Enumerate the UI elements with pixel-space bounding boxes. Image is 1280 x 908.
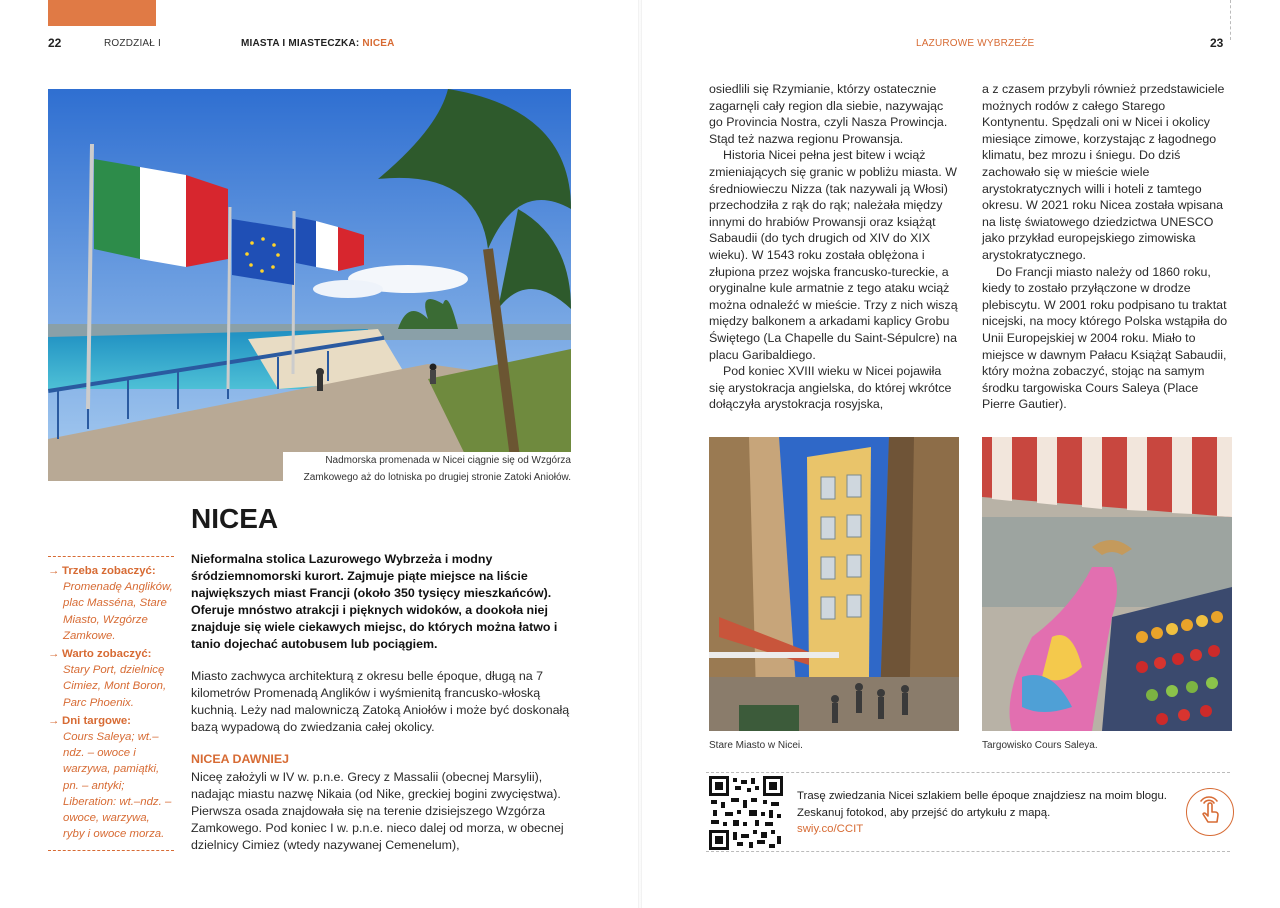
arrow-right-icon: →	[48, 714, 60, 727]
col2-paragraph-2: Do Francji miasto należy od 1860 roku, kiedy to zostało przyłączone w drodze plebiscytu. W 2001 roku podpisano tu traktat nicejski, na mocy którego Polska wstąpiła do Unii Europejskiej w 2004 roku. Miało to miejsce w dawnym Pałacu Książąt Sabaudii, który można zobaczyć, stojąc na samym środku targowiska Cours Saleya (Place Pierre Gautier).	[982, 264, 1228, 412]
sidebar-must-see	[48, 563, 174, 644]
subheading-history: NICEA DAWNIEJ	[191, 752, 289, 766]
article-intro: Miasto zachwyca architekturą z okresu belle époque, długą na 7 kilometrów Promenadą Anglików i wyśmienitą francusko-włoską kuchnią. Leży nad malowniczą Zatoką Aniołów i może być doskonałą bazą wypadową do zwiedzania całej okolicy.	[191, 669, 570, 734]
qr-code[interactable]	[709, 776, 783, 850]
arrow-right-icon: →	[48, 565, 60, 577]
article-lead: Nieformalna stolica Lazurowego Wybrzeża i modny śródziemnomorski kurort. Zajmuje piąte miejsce na liście największych miast Francji (około 350 tysięcy mieszkańców). Oferuje mnóstwo atrakcji i pięknych widoków, a dookoła niej znajduje się wiele ciekawych miejsc, do których można łatwo i tanio dojechać autobusem lub pociągiem.	[191, 552, 558, 651]
article-title: NICEA	[191, 503, 279, 534]
header-divider	[1230, 0, 1231, 40]
right-page-number: 23	[1210, 36, 1224, 50]
market-caption: Targowisko Cours Saleya.	[982, 740, 1098, 751]
col1-paragraph-1: osiedlili się Rzymianie, którzy ostatecznie zagarnęli cały region dla siebie, nazywając go Provincia Nostra, czyli Nasza Prowincja. Stąd też nazwa regionu Prowansja.	[709, 82, 948, 146]
right-column-1	[709, 81, 959, 413]
qr-link[interactable]: swiy.co/CCIT	[797, 823, 864, 835]
old-town-caption: Stare Miasto w Nicei.	[709, 740, 803, 751]
qr-text-line1: Trasę zwiedzania Nicei szlakiem belle époque znajdziesz na moim blogu.	[797, 790, 1167, 802]
left-page-number: 22	[48, 36, 62, 50]
old-town-photo	[709, 437, 959, 731]
tap-hand-icon	[1186, 788, 1234, 836]
sidebar-worth-seeing	[48, 646, 174, 711]
arrow-right-icon: →	[48, 648, 60, 661]
history-paragraph: Niceę założyli w IV w. p.n.e. Grecy z Massalii (obecnej Marsylii), nadając miastu nazwę Nikaia (od Nike, greckiej bogini zwycięstwa). Pierwsza osada znajdowała się na terenie dzisiejszego Wzgórza Zamkowego. Pod koniec I w. p.n.e. nieco dalej od morza, w obecnej dzielnicy Cimiez (wtedy nazywanej Cemenelum),	[191, 770, 564, 852]
promenade-caption-line2: Zamkowego aż do lotniska po drugiej stronie Zatoki Aniołów.	[303, 472, 571, 483]
chapter-tab	[48, 0, 156, 26]
sidebar-info	[48, 556, 174, 851]
section-header	[241, 38, 395, 49]
section-city: NICEA	[362, 38, 395, 49]
promenade-caption-line1: Nadmorska promenada w Nicei ciągnie się od Wzgórza	[325, 455, 571, 466]
right-column-2	[982, 81, 1232, 413]
book-gutter	[638, 0, 642, 908]
promenade-caption	[283, 452, 571, 486]
right-section-header: LAZUROWE WYBRZEŻE	[916, 38, 1035, 49]
must-see-text: Promenadę Anglików, plac Masséna, Stare Miasto, Wzgórze Zamkowe.	[63, 581, 173, 642]
promenade-photo	[48, 89, 571, 481]
chapter-label: ROZDZIAŁ I	[104, 38, 162, 49]
col2-paragraph-1: a z czasem przybyli również przedstawiciele możnych rodów z całego Starego Kontynentu. Spędzali oni w Nicei i okolicy miesiące zimowe, korzystając z łagodnego klimatu, bez mrozu i śniegu. Do dziś zachowało się w mieście wiele arystokratycznych willi i hoteli z tamtego okresu. W 2021 roku Nicea została wpisana na listę światowego dziedzictwa UNESCO jako przykład europejskiego zimowiska arystokratycznego.	[982, 82, 1225, 262]
col1-paragraph-2: Historia Nicei pełna jest bitew i wciąż zmieniających się granic w pobliżu miasta. W średniowieczu Nizza (tak nazywali ją Włosi) przechodziła z rąk do rąk; należała między innymi do hrabiów Prowansji oraz książąt Sabaudii (do tych drugich od XIV do XIX wieku). W 1543 roku została oblężona i złupiona przez wojska francusko-tureckie, a oryginalne kule armatnie z tego ataku wciąż można odnaleźć w mieście. Trzy z nich wiszą między balkonem a arkadami kaplicy Grobu Świętego (La Chapelle du Saint-Sépulcre) na placu Garibaldiego.	[709, 148, 958, 362]
worth-text: Stary Port, dzielnicę Cimiez, Mont Boron, Parc Phoenix.	[63, 664, 167, 709]
market-title: Dni targowe:	[62, 714, 131, 727]
col1-paragraph-3: Pod koniec XVIII wieku w Nicei pojawiła się arystokracja angielska, do której wkrótce dołączyła arystokracja rosyjska,	[709, 364, 952, 412]
market-photo	[982, 437, 1232, 731]
sidebar-market-days	[48, 713, 174, 843]
section-prefix: MIASTA I MIASTECZKA:	[241, 38, 360, 49]
qr-text	[797, 788, 1177, 838]
qr-text-line2: Zeskanuj fotokod, aby przejść do artykułu z mapą.	[797, 806, 1051, 819]
worth-title: Warto zobaczyć:	[62, 648, 152, 661]
must-see-title: Trzeba zobaczyć:	[62, 565, 156, 577]
market-text: Cours Saleya; wt.–ndz. – owoce i warzywa, pamiątki, pn. – antyki; Liberation: wt.–ndz. – owoce, warzywa, ryby i owoce morza.	[63, 731, 172, 841]
